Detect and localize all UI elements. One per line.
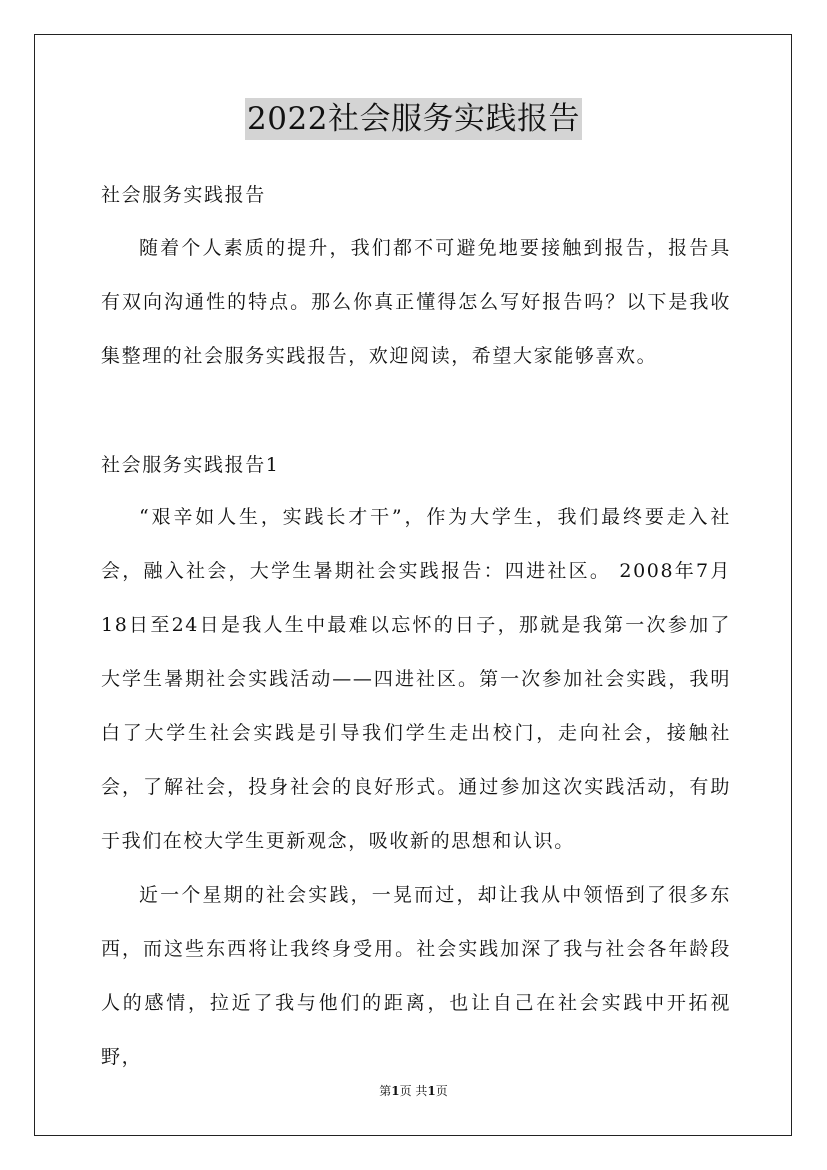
intro-paragraph: 随着个人素质的提升，我们都不可避免地要接触到报告，报告具有双向沟通性的特点。那么你真正懂得怎么写好报告吗？以下是我收集整理的社会服务实践报告，欢迎阅读，希望大家能够喜欢。 (101, 237, 731, 367)
body-paragraph-1: “艰辛如人生，实践长才干”，作为大学生，我们最终要走入社会，融入社会，大学生暑期社会实践报告：四进社区。 2008年7月18日至24日是我人生中最难以忘怀的日子，那就是我第一次参加了大学生暑期社会实践活动——四进社区。第一次参加社会实践，我明白了大学生社会实践是引导我们学生走出校门，走向社会，接触社会，了解社会，投身社会的良好形式。通过参加这次实践活动，有助于我们在校大学生更新观念，吸收新的思想和认识。 (101, 506, 731, 852)
page-footer (0, 1083, 827, 1099)
footer-page-mid: 页 共 (399, 1084, 428, 1098)
document-title: 2022社会服务实践报告 (245, 98, 582, 140)
body-paragraph-2: 近一个星期的社会实践，一晃而过，却让我从中领悟到了很多东西，而这些东西将让我终身受用。社会实践加深了我与社会各年龄段人的感情，拉近了我与他们的距离，也让自己在社会实践中开拓视野， (101, 884, 731, 1068)
document-subtitle: 社会服务实践报告 (101, 184, 266, 206)
section-heading: 社会服务实践报告1 (101, 454, 280, 476)
footer-page-current: 1 (391, 1084, 400, 1098)
footer-page-prefix: 第 (379, 1084, 392, 1098)
footer-page-total: 1 (427, 1084, 436, 1098)
title-wrap (0, 98, 827, 140)
footer-page-suffix: 页 (435, 1084, 448, 1098)
